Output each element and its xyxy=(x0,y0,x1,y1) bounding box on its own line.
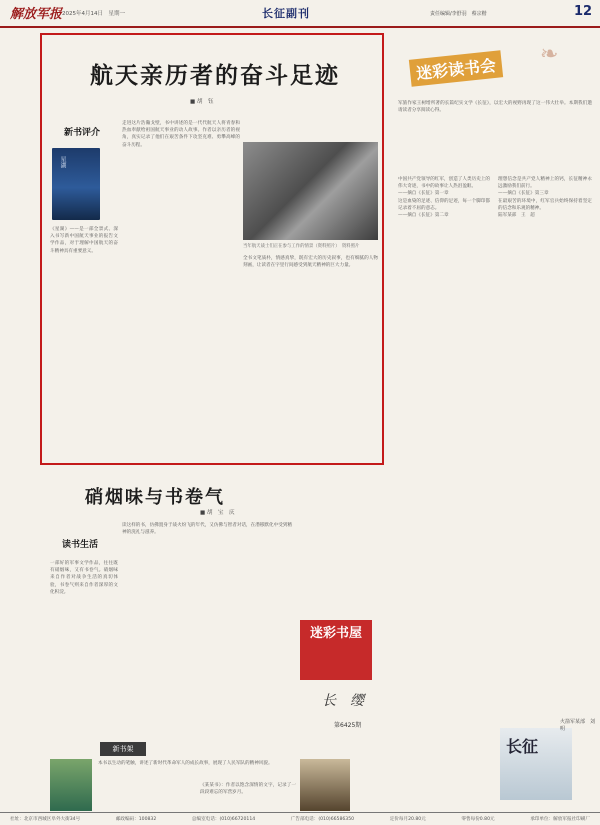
book-icon: ❧ xyxy=(540,42,559,67)
new-book-cover-1 xyxy=(50,759,92,811)
paragraph: 军旅作家王树增所著的长篇纪实文学《长征》，以宏大的视野再现了这一伟大壮举。本期我们邀请读者分享阅读心得。 xyxy=(398,101,592,114)
photo-credit: 资料照片 xyxy=(341,244,360,249)
footer-postcode: 邮政编码：100832 xyxy=(115,817,157,822)
footer-address: 社址：北京市西城区阜外大街34号 xyxy=(10,817,81,822)
signature: 长 缨 xyxy=(322,693,364,709)
paragraph: 走进这片浩瀚戈壁，书中讲述的是一代代航天人将青春和热血奉献给祖国航天事业的动人故事。作者以亲历者的视角，真实记录了他们在艰苦条件下攻坚克难、勇攀高峰的奋斗历程。 xyxy=(122,121,240,148)
reviewer: 火箭军某部 刘 明 xyxy=(560,719,600,732)
photo-caption: 当年航天战士们正在参与工作的情景（资料照片） 资料照片 xyxy=(243,244,360,249)
paragraph: 《某某书》：作者以饱含深情的文字，记录了一段段难忘的军营岁月。 xyxy=(200,783,296,796)
reading-club-intro xyxy=(398,100,592,170)
masthead: 解放军报 xyxy=(10,7,63,22)
footer-retail: 零售每份0.80元 xyxy=(461,817,495,822)
main-article-col-3 xyxy=(243,255,378,458)
reading-notes-col-1 xyxy=(398,176,490,446)
editors: 责任编辑/李舒羽 蔡宗楷 xyxy=(430,11,487,17)
second-article-col-1 xyxy=(50,560,118,730)
paragraph: 全书文笔质朴，情感真挚，既有宏大的历史叙事，也有细腻的人物刻画，让读者在字里行间感受到航天精神的巨大力量。 xyxy=(243,256,378,269)
book-review-label: 新书评介 xyxy=(64,128,101,138)
changzheng-book-cover xyxy=(500,728,572,800)
reading-life-label: 读书生活 xyxy=(62,540,99,550)
new-books-text-2 xyxy=(200,782,296,808)
page-footer xyxy=(0,812,600,825)
second-article-byline: ■ 胡 宝 庆 xyxy=(200,510,235,516)
article-photo xyxy=(243,142,378,240)
paragraph: 读这样的书，仿佛置身于战火纷飞的年代，又仿佛与智者对话，在潜移默化中受到精神的洗礼与滋养。 xyxy=(122,523,292,536)
second-article-col-2 xyxy=(122,522,292,730)
second-article-title: 硝烟味与书卷气 xyxy=(85,487,225,508)
paragraph: 本书以生动的笔触，讲述了新时代革命军人的成长故事，展现了人民军队的精神风貌。 xyxy=(98,761,273,766)
note-author: ——摘自《长征》第三章 xyxy=(498,191,549,197)
reading-notes-col-2 xyxy=(498,176,592,446)
footer-ad: 广告部电话：(010)66586350 xyxy=(290,817,355,822)
camo-bookroom-stamp: 迷彩书屋 xyxy=(300,620,372,680)
new-book-cover-2 xyxy=(300,759,350,811)
note-author: 陆军某部 王 超 xyxy=(498,213,535,219)
article-number: 第6425期 xyxy=(334,722,362,729)
book-cover-image xyxy=(52,148,100,220)
footer-printer: 承印单位：解放军报社印刷厂 xyxy=(530,817,590,822)
note-text: 中国共产党领导的红军，创造了人类历史上的伟大奇迹，书中的故事让人热泪盈眶。 xyxy=(398,177,490,190)
main-article-col-1 xyxy=(50,226,118,458)
footer-price: 定价每月20.80元 xyxy=(389,817,426,822)
footer-phone: 总编室电话：(010)66720114 xyxy=(191,817,256,822)
note-text: 这是血染的足迹、信仰的足迹，每一个脚印都记录着不屈的意志。 xyxy=(398,198,490,211)
issue-date: 2025年4月14日 星期一 xyxy=(62,11,125,17)
reading-club-title: 迷彩读书会 xyxy=(409,50,503,86)
book-cover-title: 星湖 xyxy=(59,156,66,168)
paragraph: 一部好的军事文学作品，往往既有硝烟味，又有书卷气。硝烟味来自作者对战争生活的真切体验，书卷气则来自作者深厚的文化积淀。 xyxy=(50,561,118,595)
page-number: 12 xyxy=(574,4,593,19)
note-text: 在最艰苦的环境中，红军官兵始终保持着坚定的信念和乐观的精神。 xyxy=(498,198,592,211)
note-author: ——摘自《长征》第一章 xyxy=(398,191,449,197)
book-cover-title: 长征 xyxy=(506,737,539,756)
new-books-label: 新书架 xyxy=(100,742,146,756)
main-article-title: 航天亲历者的奋斗足迹 xyxy=(90,62,340,89)
main-article-byline: ■ 胡 钰 xyxy=(190,99,214,105)
main-article-col-2 xyxy=(122,120,240,458)
note-text: 理想信念是共产党人精神上的钙，长征精神永远激励我们前行。 xyxy=(498,177,592,190)
note-author: ——摘自《长征》第二章 xyxy=(398,213,449,219)
paragraph: 《星湖》——是一部全景式、深入书写新中国航天事业的报告文学作品，对于理解中国航天的奋斗精神具有重要意义。 xyxy=(50,227,118,254)
section-title: 长征副刊 xyxy=(262,7,310,20)
